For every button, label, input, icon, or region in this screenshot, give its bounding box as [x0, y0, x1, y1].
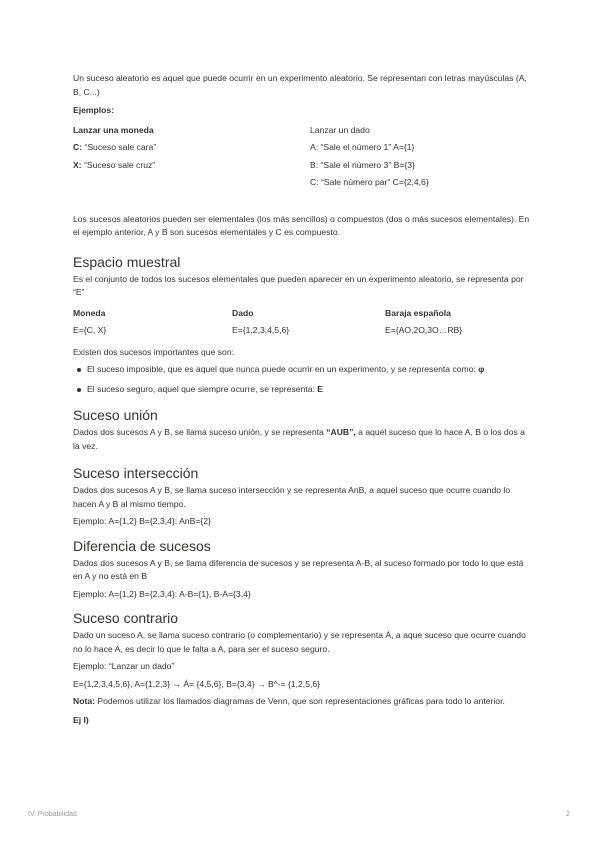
union-symbol: “AUB”,	[326, 427, 356, 437]
note-label: Nota:	[73, 696, 95, 706]
table-header-moneda: Moneda	[73, 307, 106, 318]
die-example-title: Lanzar un dado	[310, 124, 370, 135]
complement-heading: Suceso contrario	[73, 610, 179, 626]
bullet-dot	[77, 388, 81, 392]
intersection-heading: Suceso intersección	[73, 465, 199, 481]
intro-definition: Un suceso aleatorio es aquel que puede ocurrir en un experimento aleatorio. Se representan con letras mayúsculas (A, B, C...)	[73, 73, 527, 97]
examples-row-1	[73, 141, 533, 155]
coin-line-1-text: “Suceso sale cara”	[82, 142, 157, 152]
coin-line-2-letter: X:	[73, 159, 82, 170]
table-cell-dado: E={1,2,3,4,5,6}	[232, 325, 290, 335]
exercise-label: Ej I)	[73, 714, 89, 725]
examples-titles-row	[73, 124, 533, 138]
intersection-example: Ejemplo: A={1,2} B={2,3,4}: AnB={2}	[73, 516, 211, 526]
certain-symbol: E	[317, 383, 323, 394]
page-content	[73, 72, 533, 727]
examples-row-2	[73, 159, 533, 173]
venn-note	[73, 695, 533, 709]
impossible-text: El suceso imposible, que es aquel que nunca puede ocurrir en un experimento, y se representa como:	[87, 364, 476, 374]
sample-space-text: Es el conjunto de todos los sucesos elementales que pueden aparecer en un experimento aleatorio, se representa por “E”	[73, 273, 524, 297]
intersection-text: Dados dos sucesos A y B, se llama suceso intersección y se representa AnB, a aquel suceso que ocurre cuando lo hacen A y B al mismo tiempo.	[73, 485, 511, 509]
elementary-paragraph: Los sucesos aleatorios pueden ser elementales (los más sencillos) o compuestos (dos o más sucesos elementales). En el ejemplo anterior, A y B son sucesos elementales y C es compuesto.	[73, 213, 530, 237]
footer-section-title: IV. Probabilidad	[28, 811, 77, 818]
certain-text: El suceso seguro, aquel que siempre ocurre, se representa:	[87, 383, 315, 394]
coin-line-2	[73, 159, 155, 173]
difference-heading: Diferencia de sucesos	[73, 537, 211, 554]
union-heading: Suceso unión	[73, 407, 158, 423]
bullet-dot	[77, 368, 81, 372]
coin-line-1	[73, 141, 156, 155]
table-header-dado: Dado	[232, 307, 254, 318]
important-events-intro: Existen dos sucesos importantes que son:	[73, 346, 234, 357]
difference-text: Dados dos sucesos A y B, se llama diferencia de sucesos y se representa A-B, al suceso formado por todo lo que está en A y no está en B	[73, 557, 524, 581]
footer-page-number: 2	[566, 811, 570, 818]
list-item-certain	[73, 383, 533, 397]
union-text-after: a aquel suceso que lo hace A, B o los dos a la vez.	[73, 427, 525, 451]
complement-example-label: Ejemplo: “Lanzar un dado”	[73, 661, 175, 671]
sample-space-heading: Espacio muestral	[73, 253, 181, 270]
union-text	[73, 426, 533, 453]
examples-row-3	[73, 176, 533, 190]
important-events-list	[73, 363, 533, 396]
sample-space-table-header	[73, 307, 533, 321]
examples-label: Ejemplos:	[73, 105, 115, 115]
sample-space-table-row	[73, 324, 533, 338]
coin-line-1-letter: C:	[73, 142, 83, 152]
list-item-impossible	[73, 363, 533, 377]
table-cell-moneda: E={C, X}	[73, 325, 107, 335]
union-text-before: Dados dos sucesos A y B, se llama suceso unión, y se representa	[73, 427, 327, 437]
table-header-baraja: Baraja española	[385, 307, 451, 318]
complement-text: Dado un suceso A, se llama suceso contrario (o complementario) y se representa Á, a aque suceso que ocurre cuando no lo hace A, es decir lo que le falta a A, para ser el suceso seguro.	[73, 630, 526, 654]
table-cell-baraja: E={AO,2O,3O…RB}	[385, 325, 463, 335]
die-line-2: B: “Sale el número 3” B={3}	[310, 159, 415, 170]
note-text: Podemos utilizar los llamados diagramas de Venn, que son representaciones gráficas para todo lo anterior.	[94, 696, 505, 706]
impossible-symbol: φ	[478, 364, 485, 374]
difference-example: Ejemplo: A={1,2} B={2,3,4}: A-B={1}, B-A={3,4}	[73, 588, 251, 599]
coin-example-title: Lanzar una moneda	[73, 124, 154, 135]
coin-line-2-text: “Suceso sale cruz”	[81, 159, 156, 170]
die-line-3: C: “Sale número par” C={2,4,6}	[310, 177, 429, 187]
complement-example-line: E={1,2,3,4,5,6}, A={1,2,3} → Á= {4,5,6}, B={3,4} → B^-= {1,2,5,6}	[73, 678, 321, 689]
die-line-1: A: “Sale el número 1” A={1}	[310, 142, 415, 152]
